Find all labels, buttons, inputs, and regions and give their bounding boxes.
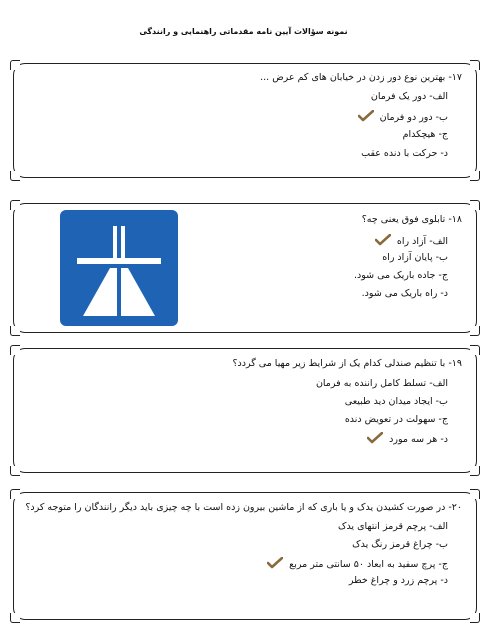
option-a bbox=[375, 234, 448, 249]
page-title: نمونه سؤالات آیین نامه مقدماتی راهنمایی و رانندگی bbox=[139, 27, 348, 36]
question-box-18 bbox=[13, 203, 477, 333]
option-b: ب- ایجاد میدان دید طبیعی bbox=[344, 396, 448, 407]
option-b: ب- پایان آزاد راه bbox=[382, 252, 448, 263]
option-a: الف- دور یک فرمان bbox=[370, 91, 448, 102]
checkmark-icon bbox=[367, 432, 383, 447]
option-label: ب- دور دو فرمان bbox=[379, 112, 448, 123]
option-d bbox=[367, 432, 448, 447]
option-a: الف- تسلط کامل راننده به فرمان bbox=[315, 378, 448, 389]
checkmark-icon bbox=[267, 557, 283, 572]
question-box-17 bbox=[13, 63, 477, 178]
checkmark-icon bbox=[358, 110, 374, 125]
question-text: ۱۷- بهترین نوع دور زدن در خیابان های کم عرض ... bbox=[260, 72, 462, 83]
question-box-19 bbox=[13, 348, 477, 473]
option-label: ج- پرچ سفید به ابعاد ۵۰ سانتی متر مربع bbox=[289, 559, 448, 570]
question-text: ۱۸- تابلوی فوق یعنی چه؟ bbox=[361, 214, 462, 225]
motorway-sign-icon bbox=[55, 204, 183, 336]
question-text: ۱۹- با تنظیم صندلی کدام یک از شرایط زیر مهیا می گردد؟ bbox=[232, 358, 462, 369]
option-b bbox=[358, 110, 448, 125]
question-text: ۲۰- در صورت کشیدن یدک و یا باری که از ماشین بیرون زده است با چه چیزی باید دیگر رانندگان را متوجه کرد؟ bbox=[25, 502, 462, 513]
option-c: ج- هیچکدام bbox=[402, 129, 448, 140]
option-label: الف- آزاد راه bbox=[396, 236, 448, 247]
checkmark-icon bbox=[375, 234, 391, 249]
option-c bbox=[267, 557, 448, 572]
option-b: ب- چراغ قرمز رنگ یدک bbox=[352, 539, 448, 550]
option-c: ج- جاده باریک می شود. bbox=[353, 270, 448, 281]
question-box-20 bbox=[13, 492, 477, 620]
option-d: د- پرچم زرد و چراغ خطر bbox=[348, 575, 448, 586]
option-a: الف- پرچم قرمز انتهای یدک bbox=[337, 521, 448, 532]
option-label: د- هر سه مورد bbox=[389, 434, 448, 445]
option-d: د- حرکت با دنده عقب bbox=[361, 148, 448, 159]
option-c: ج- سهولت در تعویض دنده bbox=[344, 414, 448, 425]
option-d: د- راه باریک می شود. bbox=[361, 288, 448, 299]
